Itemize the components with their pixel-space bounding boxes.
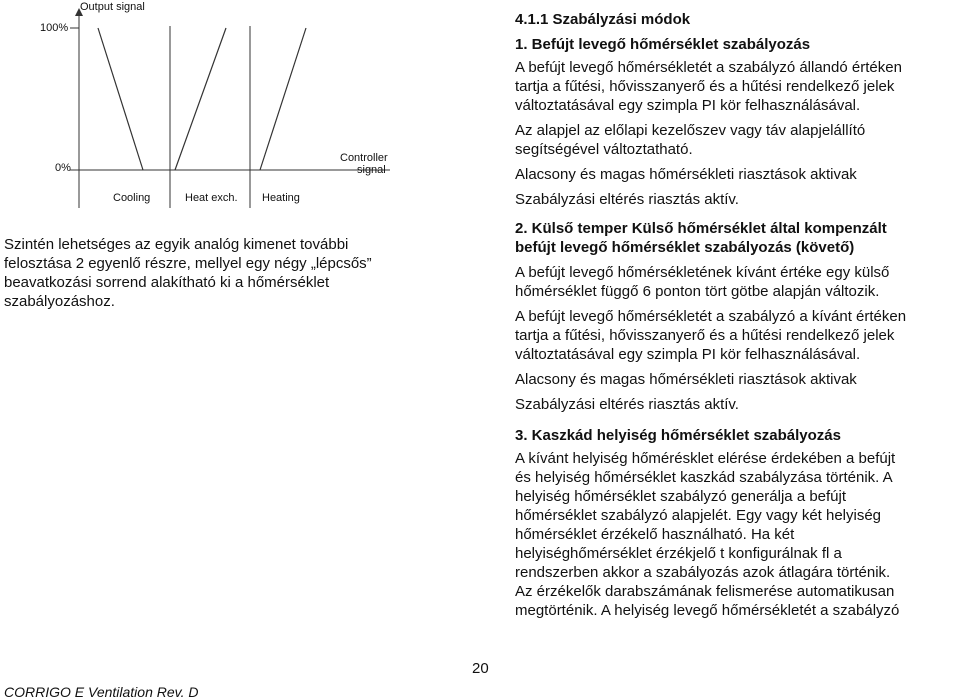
text-line: változtatásával egy szimpla PI kör felhasználásával. [515, 346, 861, 363]
left-line: szabályozáshoz. [4, 293, 115, 310]
text-line: A befújt levegő hőmérsékletét a szabályzó a kívánt értéken [515, 308, 907, 325]
section-2-paragraph-2 [515, 307, 960, 364]
section-1-paragraph-3: Alacsony és magas hőmérsékleti riasztások aktivak [515, 166, 857, 183]
zone-label-cooling: Cooling [113, 192, 151, 204]
text-line: hőmérséklet érzékelő használható. Ha két [515, 526, 795, 543]
heading-line: 2. Külső temper Külső hőmérséklet által kompenzált [515, 220, 887, 237]
section-1-paragraph-4: Szabályzási eltérés riasztás aktív. [515, 191, 739, 208]
text-line: A befújt levegő hőmérsékletét a szabályzó állandó értéken [515, 59, 902, 76]
text-line: tartja a fűtési, hővisszanyerő és a hűtési rendelkező jelek [515, 78, 895, 95]
zone-label-heating: Heating [262, 192, 300, 204]
text-line: segítségével változtatható. [515, 141, 693, 158]
heading-line: befújt levegő hőmérséklet szabályozás (követő) [515, 239, 855, 256]
controller-label: Controller [340, 152, 388, 164]
zone-label-heat-exchanger: Heat exch. [185, 192, 238, 204]
text-line: tartja a fűtési, hővisszanyerő és a hűtési rendelkező jelek [515, 327, 895, 344]
left-line: felosztása 2 egyenlő részre, mellyel egy négy „lépcsős” [4, 255, 372, 272]
text-line: Az alapjel az előlapi kezelőszev vagy táv alapjelállító [515, 122, 866, 139]
output-signal-label: Output signal [80, 1, 145, 13]
section-2-paragraph-1 [515, 263, 960, 301]
cooling-line [98, 28, 143, 170]
left-line: beavatkozási sorrend alakítható ki a hőmérséklet [4, 274, 330, 291]
y-top-label: 100% [40, 22, 69, 34]
document-footer: CORRIGO E Ventilation Rev. D [4, 684, 199, 700]
text-line: megtörténik. A helyiség levegő hőmérsékletét a szabályzó [515, 602, 900, 619]
text-line: rendszerben akkor a szabályozás azok átlagára történik. [515, 564, 891, 581]
section-2-paragraph-4: Szabályzási eltérés riasztás aktív. [515, 396, 739, 413]
section-3-paragraph-1 [515, 449, 960, 620]
right-column [515, 10, 960, 620]
text-line: változtatásával egy szimpla PI kör felhasználásával. [515, 97, 861, 114]
left-paragraph [4, 235, 424, 311]
section-1-heading: 1. Befújt levegő hőmérséklet szabályozás [515, 36, 811, 53]
signal-label: signal [357, 164, 386, 176]
text-line: helyiség hőmérséklet szabályzó generálja a befújt [515, 488, 847, 505]
text-line: Az érzékelők darabszámának felismerése automatikusan [515, 583, 895, 600]
section-3-heading: 3. Kaszkád helyiség hőmérséklet szabályozás [515, 427, 841, 444]
section-1-paragraph-1 [515, 58, 960, 115]
text-line: hőmérséklet szabályzó alapjelét. Egy vagy két helyiség [515, 507, 882, 524]
text-line: A kívánt helyiség hőmérésklet elérése érdekében a befújt [515, 450, 896, 467]
y-bottom-label: 0% [55, 162, 71, 174]
section-2-paragraph-3: Alacsony és magas hőmérsékleti riasztások aktivak [515, 371, 857, 388]
section-title: 4.1.1 Szabályzási módok [515, 11, 691, 28]
text-line: hőmérséklet függő 6 ponton tört götbe alapján változik. [515, 283, 880, 300]
section-2-heading [515, 219, 960, 257]
text-line: A befújt levegő hőmérsékletének kívánt értéke egy külső [515, 264, 890, 281]
text-line: helyiséghőmérséklet érzékjelő t konfigurálnak fl a [515, 545, 842, 562]
heating-line [260, 28, 306, 170]
heat-exchanger-line [175, 28, 226, 170]
section-1-paragraph-2 [515, 121, 960, 159]
left-line: Szintén lehetséges az egyik analóg kimenet további [4, 236, 349, 253]
page-number: 20 [472, 660, 489, 677]
output-signal-diagram [0, 0, 400, 220]
text-line: és helyiség hőmérséklet kaszkád szabályzása történik. A [515, 469, 893, 486]
